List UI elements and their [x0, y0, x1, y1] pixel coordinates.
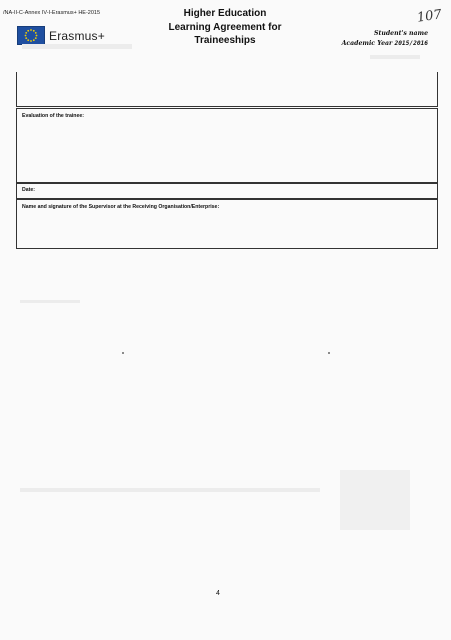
evaluation-label: Evaluation of the trainee:	[22, 113, 84, 119]
academic-year	[342, 39, 428, 49]
previous-section-box[interactable]	[16, 72, 438, 107]
title-line-1: Higher Education	[183, 8, 267, 19]
handwritten-number: 107	[416, 7, 443, 26]
document-title	[150, 7, 300, 48]
bleed-through-mark	[22, 44, 132, 49]
title-line-2: Learning Agreement for	[168, 21, 282, 33]
speck	[122, 352, 124, 354]
eu-flag-icon	[17, 26, 45, 45]
student-info	[342, 29, 428, 49]
bleed-through-mark	[340, 470, 410, 530]
document-reference: /NA-II-C-Annex IV-I-Erasmus+ HE-2015	[3, 10, 101, 16]
date-field[interactable]	[16, 183, 438, 199]
supervisor-label: Name and signature of the Supervisor at the Receiving Organisation/Enterprise:	[22, 204, 220, 210]
title-line-3: Traineeships	[194, 35, 256, 46]
supervisor-signature-field[interactable]	[16, 199, 438, 249]
bleed-through-mark	[20, 300, 80, 303]
bleed-through-mark	[20, 488, 320, 492]
academic-year-value: 2015/2016	[394, 40, 428, 47]
date-label: Date:	[22, 187, 35, 193]
logo-text: Erasmus+	[49, 28, 105, 43]
student-name-label: Student's name	[374, 30, 428, 37]
speck	[328, 352, 330, 354]
page-number: 4	[216, 590, 220, 597]
academic-year-label: Academic Year	[341, 40, 393, 47]
evaluation-field[interactable]	[16, 108, 438, 183]
bleed-through-mark	[370, 55, 420, 59]
erasmus-logo	[17, 26, 105, 45]
